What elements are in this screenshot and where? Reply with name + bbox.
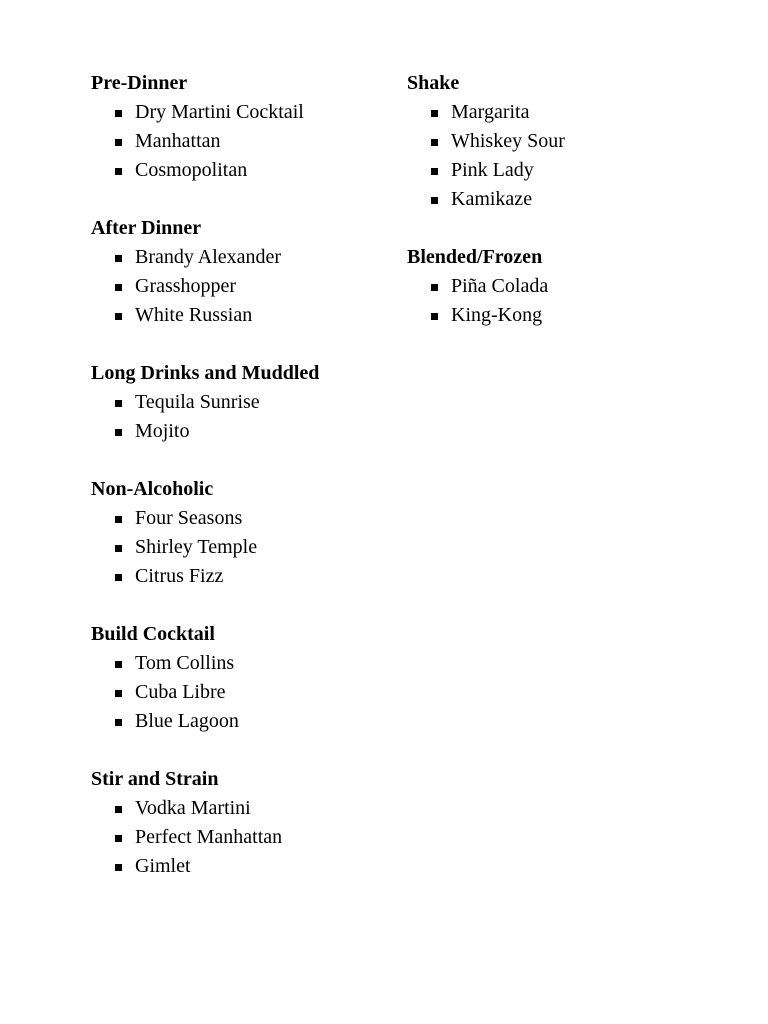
square-bullet-icon: [115, 835, 122, 842]
square-bullet-icon: [115, 690, 122, 697]
square-bullet-icon: [431, 284, 438, 291]
list-item-label: Piña Colada: [451, 275, 549, 297]
list-item: [407, 185, 707, 214]
section-shake: [407, 69, 707, 214]
list-item-label: Brandy Alexander: [135, 246, 282, 268]
list-item: [91, 98, 391, 127]
section-title: Blended/Frozen: [407, 246, 543, 268]
square-bullet-icon: [431, 197, 438, 204]
section-blended-frozen: [407, 243, 707, 330]
list-item: [91, 127, 391, 156]
section-title: Non-Alcoholic: [91, 478, 214, 500]
list-item: [407, 301, 707, 330]
list-item: [407, 272, 707, 301]
list-item: [91, 678, 391, 707]
list-item: [91, 272, 391, 301]
drink-list: [407, 272, 707, 330]
square-bullet-icon: [115, 168, 122, 175]
drink-list: [91, 98, 391, 185]
square-bullet-icon: [115, 719, 122, 726]
square-bullet-icon: [431, 313, 438, 320]
list-item: [91, 301, 391, 330]
square-bullet-icon: [115, 806, 122, 813]
list-item: [91, 794, 391, 823]
drink-list: [91, 504, 391, 591]
square-bullet-icon: [115, 255, 122, 262]
section-title: Long Drinks and Muddled: [91, 362, 320, 384]
square-bullet-icon: [115, 429, 122, 436]
list-item: [91, 707, 391, 736]
list-item-label: Perfect Manhattan: [135, 826, 283, 848]
list-item-label: Gimlet: [135, 855, 191, 877]
list-item: [407, 98, 707, 127]
section-title: Stir and Strain: [91, 768, 219, 790]
list-item-label: King-Kong: [451, 304, 543, 326]
list-item-label: Tequila Sunrise: [135, 391, 260, 413]
section-title: Shake: [407, 72, 460, 94]
list-item-label: Pink Lady: [451, 159, 534, 181]
list-item: [91, 649, 391, 678]
square-bullet-icon: [115, 284, 122, 291]
list-item-label: Tom Collins: [135, 652, 235, 674]
square-bullet-icon: [115, 864, 122, 871]
list-item: [91, 562, 391, 591]
list-item: [91, 852, 391, 881]
list-item-label: Shirley Temple: [135, 536, 258, 558]
section-stir-and-strain: [91, 765, 391, 881]
list-item-label: Citrus Fizz: [135, 565, 224, 587]
square-bullet-icon: [431, 110, 438, 117]
list-item: [407, 127, 707, 156]
drink-list: [91, 649, 391, 736]
square-bullet-icon: [115, 110, 122, 117]
square-bullet-icon: [115, 516, 122, 523]
list-item-label: Kamikaze: [451, 188, 533, 210]
list-item-label: Vodka Martini: [135, 797, 251, 819]
list-item-label: Dry Martini Cocktail: [135, 101, 304, 123]
list-item: [91, 417, 391, 446]
section-after-dinner: [91, 214, 391, 330]
list-item-label: Manhattan: [135, 130, 221, 152]
square-bullet-icon: [115, 313, 122, 320]
section-build-cocktail: [91, 620, 391, 736]
square-bullet-icon: [431, 139, 438, 146]
list-item-label: Four Seasons: [135, 507, 243, 529]
list-item-label: Grasshopper: [135, 275, 237, 297]
list-item-label: Cosmopolitan: [135, 159, 248, 181]
square-bullet-icon: [115, 400, 122, 407]
section-title: Pre-Dinner: [91, 72, 188, 94]
drink-list: [91, 243, 391, 330]
drink-list: [407, 98, 707, 214]
list-item: [91, 156, 391, 185]
drink-list: [91, 794, 391, 881]
section-title: Build Cocktail: [91, 623, 215, 645]
left-column: [91, 69, 391, 910]
section-title: After Dinner: [91, 217, 202, 239]
square-bullet-icon: [115, 574, 122, 581]
list-item: [407, 156, 707, 185]
section-non-alcoholic: [91, 475, 391, 591]
section-long-drinks-and-muddled: [91, 359, 391, 446]
square-bullet-icon: [115, 661, 122, 668]
list-item: [91, 243, 391, 272]
right-column: [407, 69, 707, 359]
list-item: [91, 388, 391, 417]
list-item-label: Mojito: [135, 420, 190, 442]
list-item-label: Cuba Libre: [135, 681, 226, 703]
square-bullet-icon: [115, 545, 122, 552]
square-bullet-icon: [115, 139, 122, 146]
list-item-label: White Russian: [135, 304, 253, 326]
list-item: [91, 504, 391, 533]
list-item-label: Whiskey Sour: [451, 130, 565, 152]
list-item: [91, 533, 391, 562]
list-item: [91, 823, 391, 852]
drink-list: [91, 388, 391, 446]
section-pre-dinner: [91, 69, 391, 185]
list-item-label: Margarita: [451, 101, 530, 123]
square-bullet-icon: [431, 168, 438, 175]
list-item-label: Blue Lagoon: [135, 710, 239, 732]
